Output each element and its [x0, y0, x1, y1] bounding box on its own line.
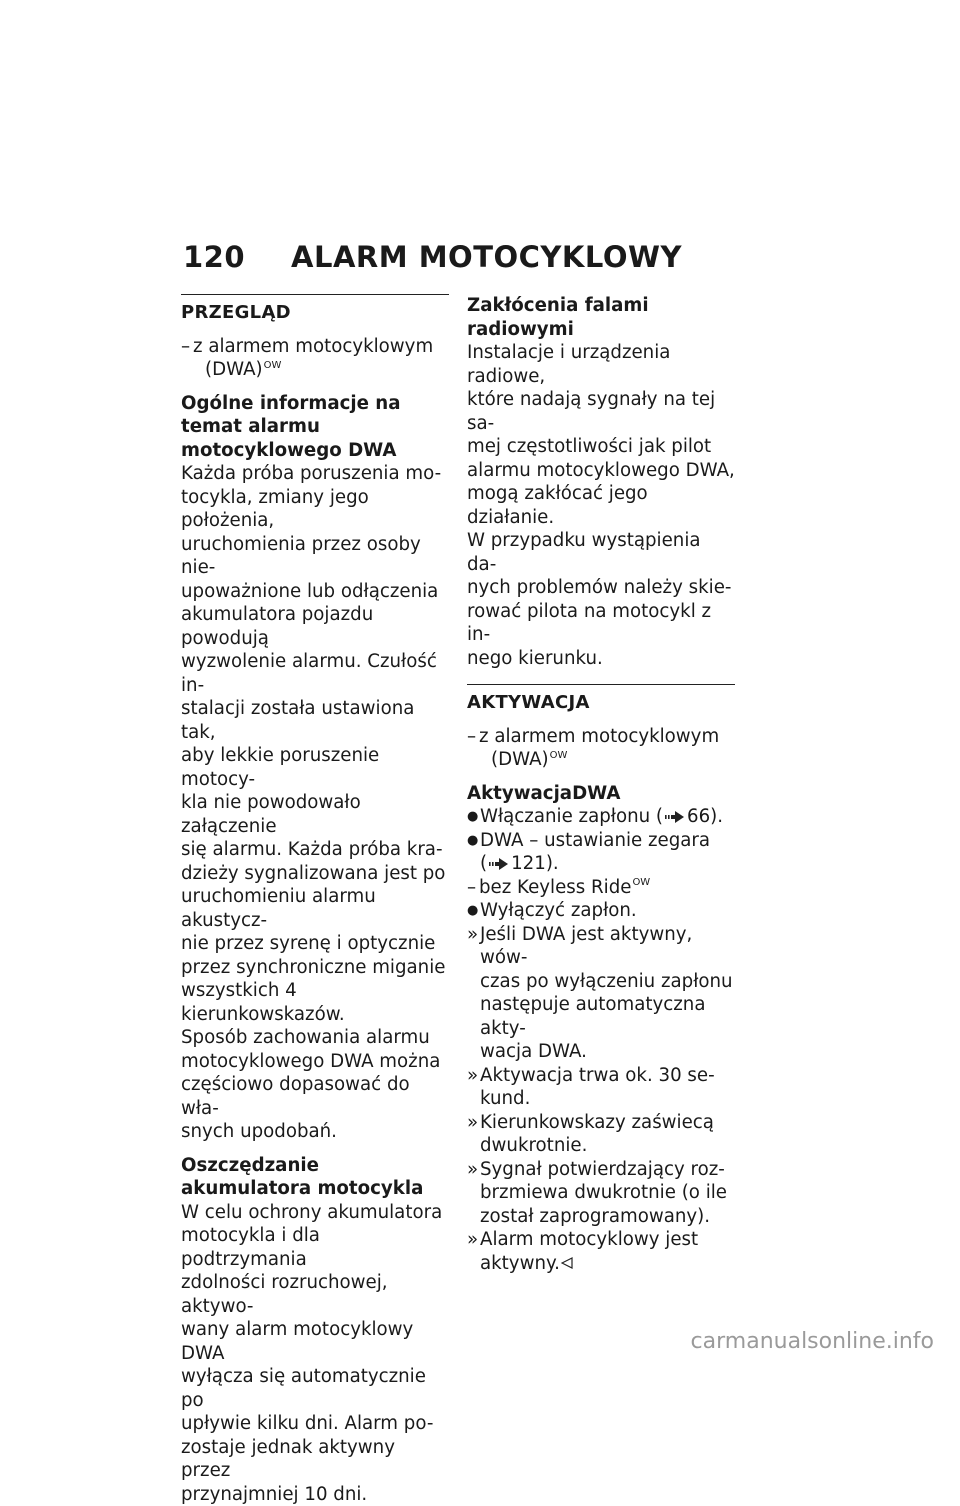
page-number: 120 [183, 240, 245, 274]
result-marker: » [467, 1158, 478, 1182]
text-line: wyzwolenie alarmu. Czułość in- [181, 650, 449, 697]
result-item [467, 1064, 735, 1111]
text-line: kla nie powodowało załączenie [181, 791, 449, 838]
text-line: nych problemów należy skie- [467, 576, 735, 600]
chapter-title: ALARM MOTOCYKLOWY [291, 240, 682, 274]
text-line: W przypadku wystąpienia da- [467, 529, 735, 576]
text-line: dzieży sygnalizowana jest po [181, 862, 449, 886]
result-item [467, 923, 735, 1064]
result-item [467, 1228, 735, 1275]
step-text: Włączanie zapłonu ( [480, 806, 663, 827]
text-line: upływie kilku dni. Alarm po- [181, 1412, 449, 1436]
text-line: nie przez syrenę i optycznie [181, 932, 449, 956]
text-line: zostaje jednak aktywny przez [181, 1436, 449, 1483]
text-line: motocykla i dla podtrzymania [181, 1224, 449, 1271]
step-ignition-on [467, 805, 735, 829]
condition-text: bez Keyless Ride [479, 877, 631, 898]
dash-marker: – [181, 335, 190, 359]
step-text: DWA – ustawianie zegara [480, 829, 735, 853]
dash-marker: – [467, 725, 476, 749]
text-line: przynajmniej 10 dni. [181, 1483, 449, 1506]
text-line: które nadają sygnały na tej sa- [467, 388, 735, 435]
paren: ( [480, 853, 487, 874]
text-line: alarmu motocyklowego DWA, [467, 459, 735, 483]
step-text [480, 852, 735, 876]
result-text: dwukrotnie. [480, 1134, 735, 1158]
section-title-overview: PRZEGLĄD [181, 301, 449, 325]
condition-dwa [467, 725, 735, 772]
result-text: został zaprogramowany). [480, 1205, 735, 1229]
result-marker: » [467, 1064, 478, 1088]
condition-keyless [467, 876, 735, 900]
condition-dwa [181, 335, 449, 382]
text-line: przez synchroniczne miganie [181, 956, 449, 980]
result-text: kund. [480, 1087, 735, 1111]
subheading-activation-dwa: AktywacjaDWA [467, 782, 735, 806]
page-reference-link[interactable]: 66). [687, 806, 723, 827]
page-reference-link[interactable]: 121). [511, 853, 559, 874]
result-text: Alarm motocyklowy jest [480, 1228, 735, 1252]
text-line: mogą zakłócać jego działanie. [467, 482, 735, 529]
result-text: Sygnał potwierdzający roz- [480, 1158, 735, 1182]
bullet-marker: ● [467, 805, 478, 829]
condition-text: (DWA) [205, 359, 263, 380]
result-marker: » [467, 923, 478, 947]
text-line: Każda próba poruszenia mo- [181, 462, 449, 486]
step-ignition-off [467, 899, 735, 923]
watermark: carmanualsonline.info [691, 1329, 934, 1354]
paragraph-general-info [181, 462, 449, 1144]
section-rule [181, 294, 449, 295]
text-line: wyłącza się automatycznie po [181, 1365, 449, 1412]
text-line: częściowo dopasować do wła- [181, 1073, 449, 1120]
ow-superscript: OW [550, 750, 568, 761]
text-line: uruchomienia przez osoby nie- [181, 533, 449, 580]
condition-line [479, 748, 735, 772]
subheading-battery: Oszczędzanie akumulatora motocykla [181, 1154, 449, 1201]
text-line: nego kierunku. [467, 647, 735, 671]
result-text-end: aktywny. [480, 1253, 560, 1274]
result-text: następuje automatyczna akty- [480, 993, 735, 1040]
end-triangle-icon [561, 1257, 573, 1269]
text-line: rować pilota na motocykl z in- [467, 600, 735, 647]
section-title-activation: AKTYWACJA [467, 691, 735, 715]
paragraph-radio-interference [467, 341, 735, 670]
condition-line: z alarmem motocyklowym [479, 725, 735, 749]
result-item [467, 1111, 735, 1158]
condition-text: (DWA) [491, 749, 549, 770]
bullet-marker: ● [467, 899, 478, 923]
arrow-right-icon [489, 858, 509, 870]
text-line: wany alarm motocyklowy DWA [181, 1318, 449, 1365]
result-text: wacja DWA. [480, 1040, 735, 1064]
left-column [181, 294, 449, 1506]
text-line: Instalacje i urządzenia radiowe, [467, 341, 735, 388]
condition-line [193, 358, 449, 382]
bullet-marker: ● [467, 829, 478, 853]
result-text: czas po wyłączeniu zapłonu [480, 970, 735, 994]
result-marker: » [467, 1228, 478, 1252]
ow-superscript: OW [632, 877, 650, 888]
text-line: zdolności rozruchowej, aktywo- [181, 1271, 449, 1318]
result-text [480, 1252, 735, 1276]
text-line: akumulatora pojazdu powodują [181, 603, 449, 650]
text-line: upoważnione lub odłączenia [181, 580, 449, 604]
arrow-right-icon [665, 811, 685, 823]
text-line: stalacji została ustawiona tak, [181, 697, 449, 744]
subheading-general-info: Ogólne informacje na temat alarmu motocyklowego DWA [181, 392, 449, 463]
text-line: się alarmu. Każda próba kra- [181, 838, 449, 862]
ow-superscript: OW [264, 360, 282, 371]
condition-line: z alarmem motocyklowym [193, 335, 449, 359]
result-text: Kierunkowskazy zaświecą [480, 1111, 735, 1135]
text-line: tocykla, zmiany jego położenia, [181, 486, 449, 533]
dash-marker: – [467, 876, 476, 900]
subheading-radio-interference: Zakłócenia falami radiowymi [467, 294, 735, 341]
page-header [183, 240, 682, 274]
result-text: Aktywacja trwa ok. 30 se- [480, 1064, 735, 1088]
text-line: mej częstotliwości jak pilot [467, 435, 735, 459]
step-set-clock [467, 829, 735, 876]
result-marker: » [467, 1111, 478, 1135]
text-line: motocyklowego DWA można [181, 1050, 449, 1074]
text-line: uruchomieniu alarmu akustycz- [181, 885, 449, 932]
result-item [467, 1158, 735, 1229]
result-text: Jeśli DWA jest aktywny, wów- [480, 923, 735, 970]
right-column [467, 294, 735, 1275]
section-rule [467, 684, 735, 685]
text-line: Sposób zachowania alarmu [181, 1026, 449, 1050]
text-line: aby lekkie poruszenie motocy- [181, 744, 449, 791]
result-text: brzmiewa dwukrotnie (o ile [480, 1181, 735, 1205]
text-line: W celu ochrony akumulatora [181, 1201, 449, 1225]
paragraph-battery [181, 1201, 449, 1506]
text-line: snych upodobań. [181, 1120, 449, 1144]
text-line: wszystkich 4 kierunkowskazów. [181, 979, 449, 1026]
step-text: Wyłączyć zapłon. [480, 900, 637, 921]
